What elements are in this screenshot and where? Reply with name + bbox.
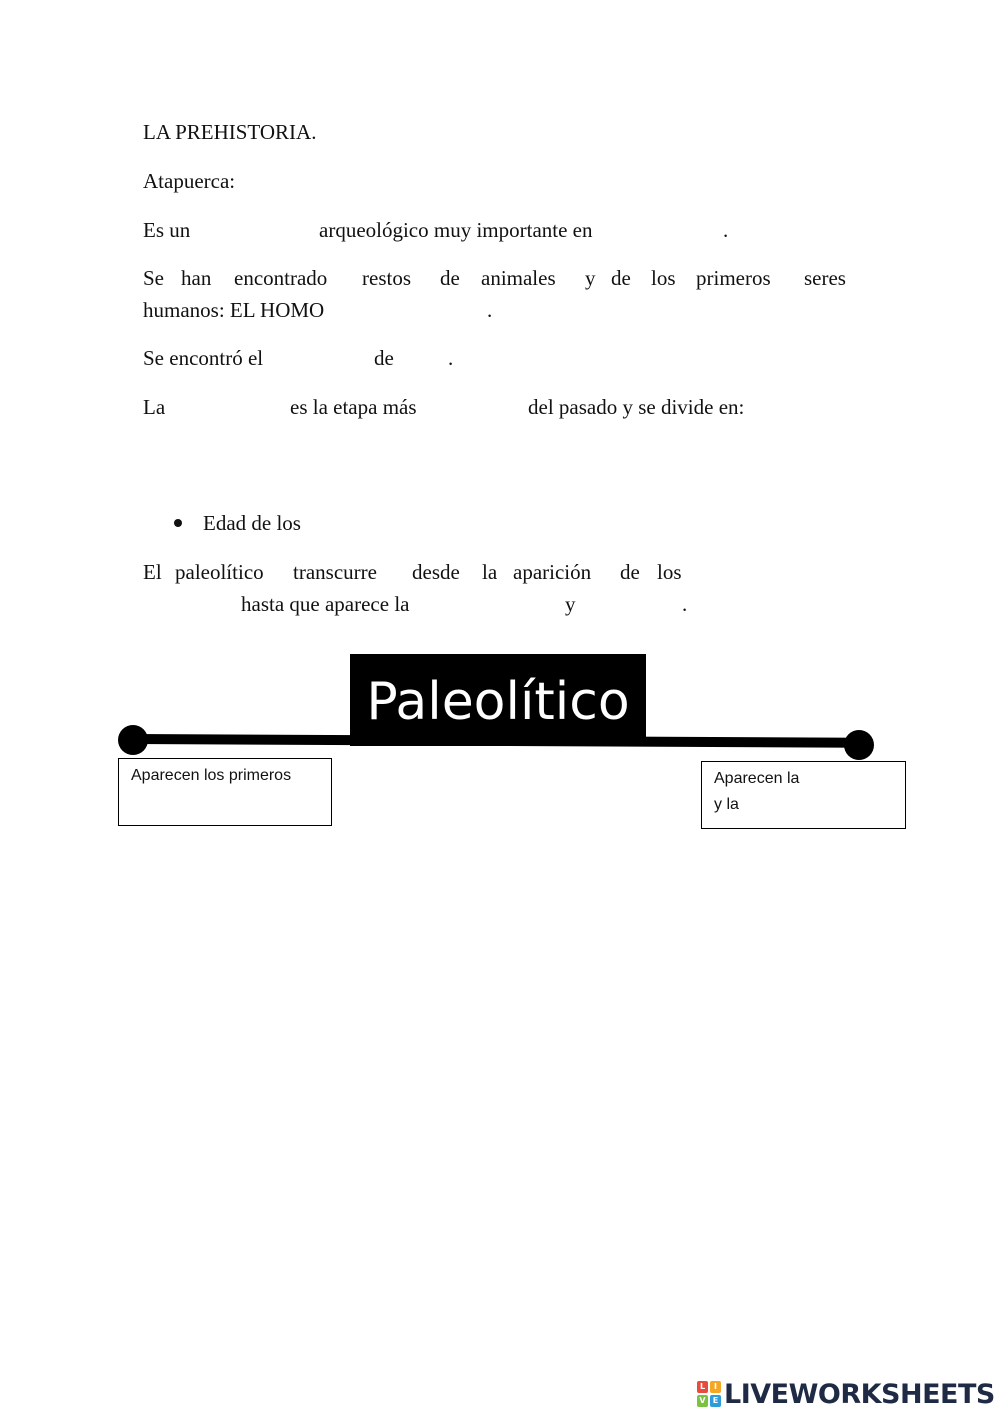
line5-text-b: y — [565, 592, 576, 616]
line5-text-a: hasta que aparece la — [241, 592, 410, 616]
line5-word: aparición — [513, 560, 592, 584]
line2-text-a: humanos: EL HOMO — [143, 298, 325, 322]
timeline-end-dot — [844, 730, 874, 760]
right-box-text-1: Aparecen la — [714, 770, 800, 787]
line5-word: El — [143, 560, 162, 584]
line3-text-b: de — [374, 346, 394, 370]
logo-letter-l: L — [697, 1381, 708, 1393]
line2-text-b: . — [487, 298, 493, 322]
line2-word: han — [181, 266, 212, 290]
line2-word: primeros — [696, 266, 771, 290]
logo-text: LIVEWORKSHEETS — [724, 1378, 995, 1410]
line2-word: los — [651, 266, 676, 290]
logo-letter-i: I — [710, 1381, 721, 1393]
line5-word: la — [482, 560, 498, 584]
line1-text-a: Es un — [143, 218, 191, 242]
line5-word: paleolítico — [175, 560, 264, 584]
left-box-text: Aparecen los primeros — [131, 767, 292, 784]
blank-input-11[interactable] — [450, 591, 562, 617]
line5-word: los — [657, 560, 682, 584]
blank-input-10[interactable] — [143, 591, 237, 617]
blank-input-4[interactable] — [291, 345, 373, 371]
line5-word: desde — [412, 560, 460, 584]
blank-input-9[interactable] — [324, 510, 448, 536]
line2-word: restos — [362, 266, 411, 290]
blank-input-2[interactable] — [654, 217, 722, 243]
blank-input-1[interactable] — [203, 217, 317, 243]
line2-word: Se — [143, 266, 164, 290]
section-subtitle: Atapuerca: — [143, 169, 236, 193]
line2-word: de — [611, 266, 631, 290]
bullet-text: Edad de los — [203, 511, 301, 535]
blank-input-3[interactable] — [350, 297, 484, 323]
right-box-text-2: y la — [714, 796, 739, 813]
line2-word: seres — [804, 266, 846, 290]
blank-input-12[interactable] — [582, 591, 682, 617]
line3-text-a: Se encontró el — [143, 346, 264, 370]
timeline-start-dot — [118, 725, 148, 755]
page-title: LA PREHISTORIA. — [143, 120, 317, 144]
line4-text-c: del pasado y se divide en: — [528, 395, 745, 419]
line2-word: encontrado — [234, 266, 328, 290]
line4-text-a: La — [143, 395, 166, 419]
line1-text-c: . — [723, 218, 729, 242]
logo-mark-icon — [697, 1381, 721, 1407]
line4-text-b: es la etapa más — [290, 395, 417, 419]
blank-input-7[interactable] — [446, 394, 526, 420]
blank-input-15[interactable] — [748, 796, 902, 816]
line2-word: de — [440, 266, 460, 290]
liveworksheets-logo[interactable] — [697, 1377, 995, 1411]
line2-word: animales — [481, 266, 556, 290]
line2-word: y — [585, 266, 596, 290]
blank-input-14[interactable] — [810, 770, 902, 790]
line3-text-c: . — [448, 346, 454, 370]
logo-letter-e: E — [710, 1395, 721, 1407]
line5-word: transcurre — [293, 560, 377, 584]
line1-text-b: arqueológico muy importante en — [319, 218, 593, 242]
line5-word: de — [620, 560, 640, 584]
blank-input-8[interactable] — [200, 448, 504, 474]
blank-input-5[interactable] — [404, 345, 448, 371]
blank-input-6[interactable] — [172, 394, 286, 420]
logo-letter-v: V — [697, 1395, 708, 1407]
blank-input-13[interactable] — [132, 794, 316, 816]
timeline-title: Paleolítico — [366, 672, 630, 732]
bullet-point — [174, 519, 182, 527]
line5-text-c: . — [682, 592, 688, 616]
